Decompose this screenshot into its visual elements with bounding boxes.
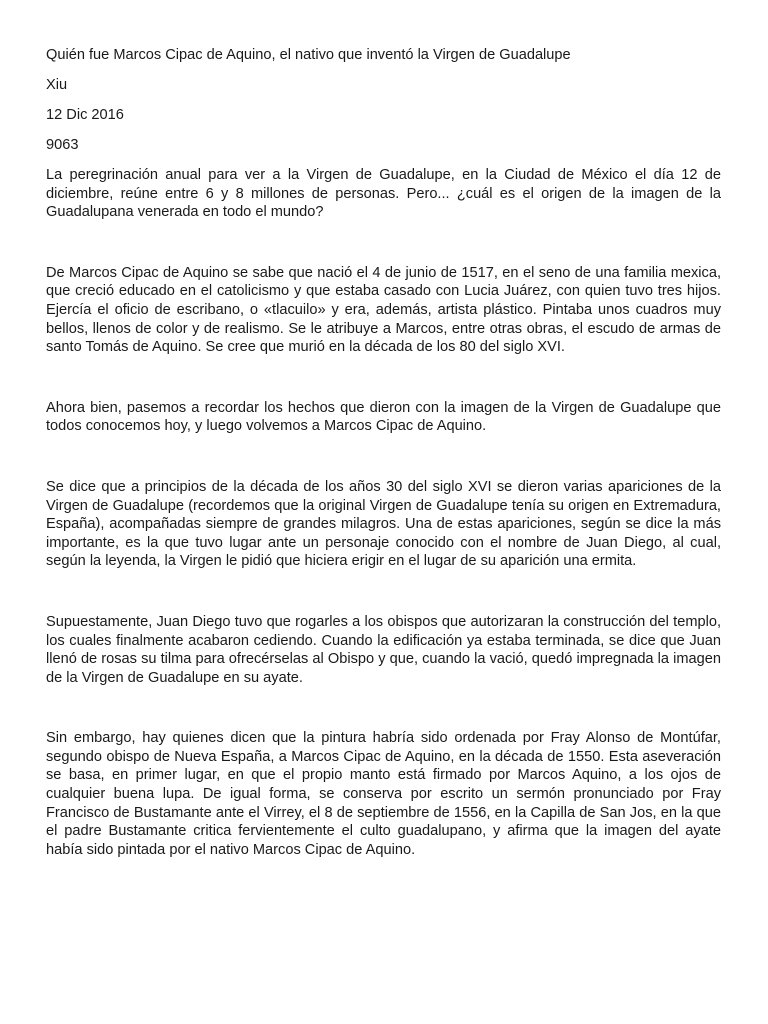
document-page bbox=[46, 46, 721, 859]
body-paragraph-4: Se dice que a principios de la década de los años 30 del siglo XVI se dieron varias apariciones de la Virgen de Guadalupe (recordemos que la original Virgen de Guadalupe tenía su origen en Extremadura, España), acompañadas siempre de grandes milagros. Una de estas apariciones, según se dice la más importante, es la que tuvo lugar ante un personaje conocido con el nombre de Juan Diego, al cual, según la leyenda, la Virgen le pidió que hiciera erigir en el lugar de su aparición una ermita. bbox=[46, 478, 721, 570]
body-paragraph-2: De Marcos Cipac de Aquino se sabe que nació el 4 de junio de 1517, en el seno de una familia mexica, que creció educado en el catolicismo y que estaba casado con Lucia Juárez, con quien tuvo tres hijos. Ejercía el oficio de escribano, o «tlacuilo» y era, además, artista plástico. Pintaba unos cuadros muy bellos, llenos de color y de realismo. Se le atribuye a Marcos, entre otras obras, el escudo de armas de santo Tomás de Aquino. Se cree que murió en la década de los 80 del siglo XVI. bbox=[46, 264, 721, 356]
paragraph-spacer bbox=[46, 687, 721, 729]
paragraph-spacer bbox=[46, 436, 721, 478]
publish-date: 12 Dic 2016 bbox=[46, 107, 124, 123]
body-paragraph-6: Sin embargo, hay quienes dicen que la pintura habría sido ordenada por Fray Alonso de Montúfar, segundo obispo de Nueva España, a Marcos Cipac de Aquino, en la década de 1550. Esta aseveración se basa, en primer lugar, en que el propio manto está firmado por Marcos Aquino, a los ojos de cualquier buena lupa. De igual forma, se conserva por escrito un sermón pronunciado por Fray Francisco de Bustamante ante el Virrey, el 8 de septiembre de 1556, en la Capilla de San Jos, en la que el padre Bustamante critica fervientemente el culto guadalupano, y afirma que la imagen del ayate había sido pintada por el nativo Marcos Cipac de Aquino. bbox=[46, 730, 721, 858]
paragraph-spacer bbox=[46, 357, 721, 399]
paragraph-spacer bbox=[46, 222, 721, 264]
author-name: Xiu bbox=[46, 77, 68, 93]
view-count: 9063 bbox=[46, 137, 79, 153]
body-paragraph-5: Supuestamente, Juan Diego tuvo que rogarles a los obispos que autorizaran la construcción del templo, los cuales finalmente acabaron cediendo. Cuando la edificación ya estaba terminada, se dice que Juan llenó de rosas su tilma para ofrecérselas al Obispo y que, cuando la vació, quedó impregnada la imagen de la Virgen de Guadalupe en su ayate. bbox=[46, 613, 721, 686]
document-title: Quién fue Marcos Cipac de Aquino, el nativo que inventó la Virgen de Guadalupe bbox=[46, 47, 571, 63]
paragraph-spacer bbox=[46, 571, 721, 613]
body-paragraph-3: Ahora bien, pasemos a recordar los hechos que dieron con la imagen de la Virgen de Guadalupe que todos conocemos hoy, y luego volvemos a Marcos Cipac de Aquino. bbox=[46, 399, 721, 435]
body-paragraph-1: La peregrinación anual para ver a la Virgen de Guadalupe, en la Ciudad de México el día 12 de diciembre, reúne entre 6 y 8 millones de personas. Pero... ¿cuál es el origen de la imagen de la Guadalupana venerada en todo el mundo? bbox=[46, 167, 721, 221]
